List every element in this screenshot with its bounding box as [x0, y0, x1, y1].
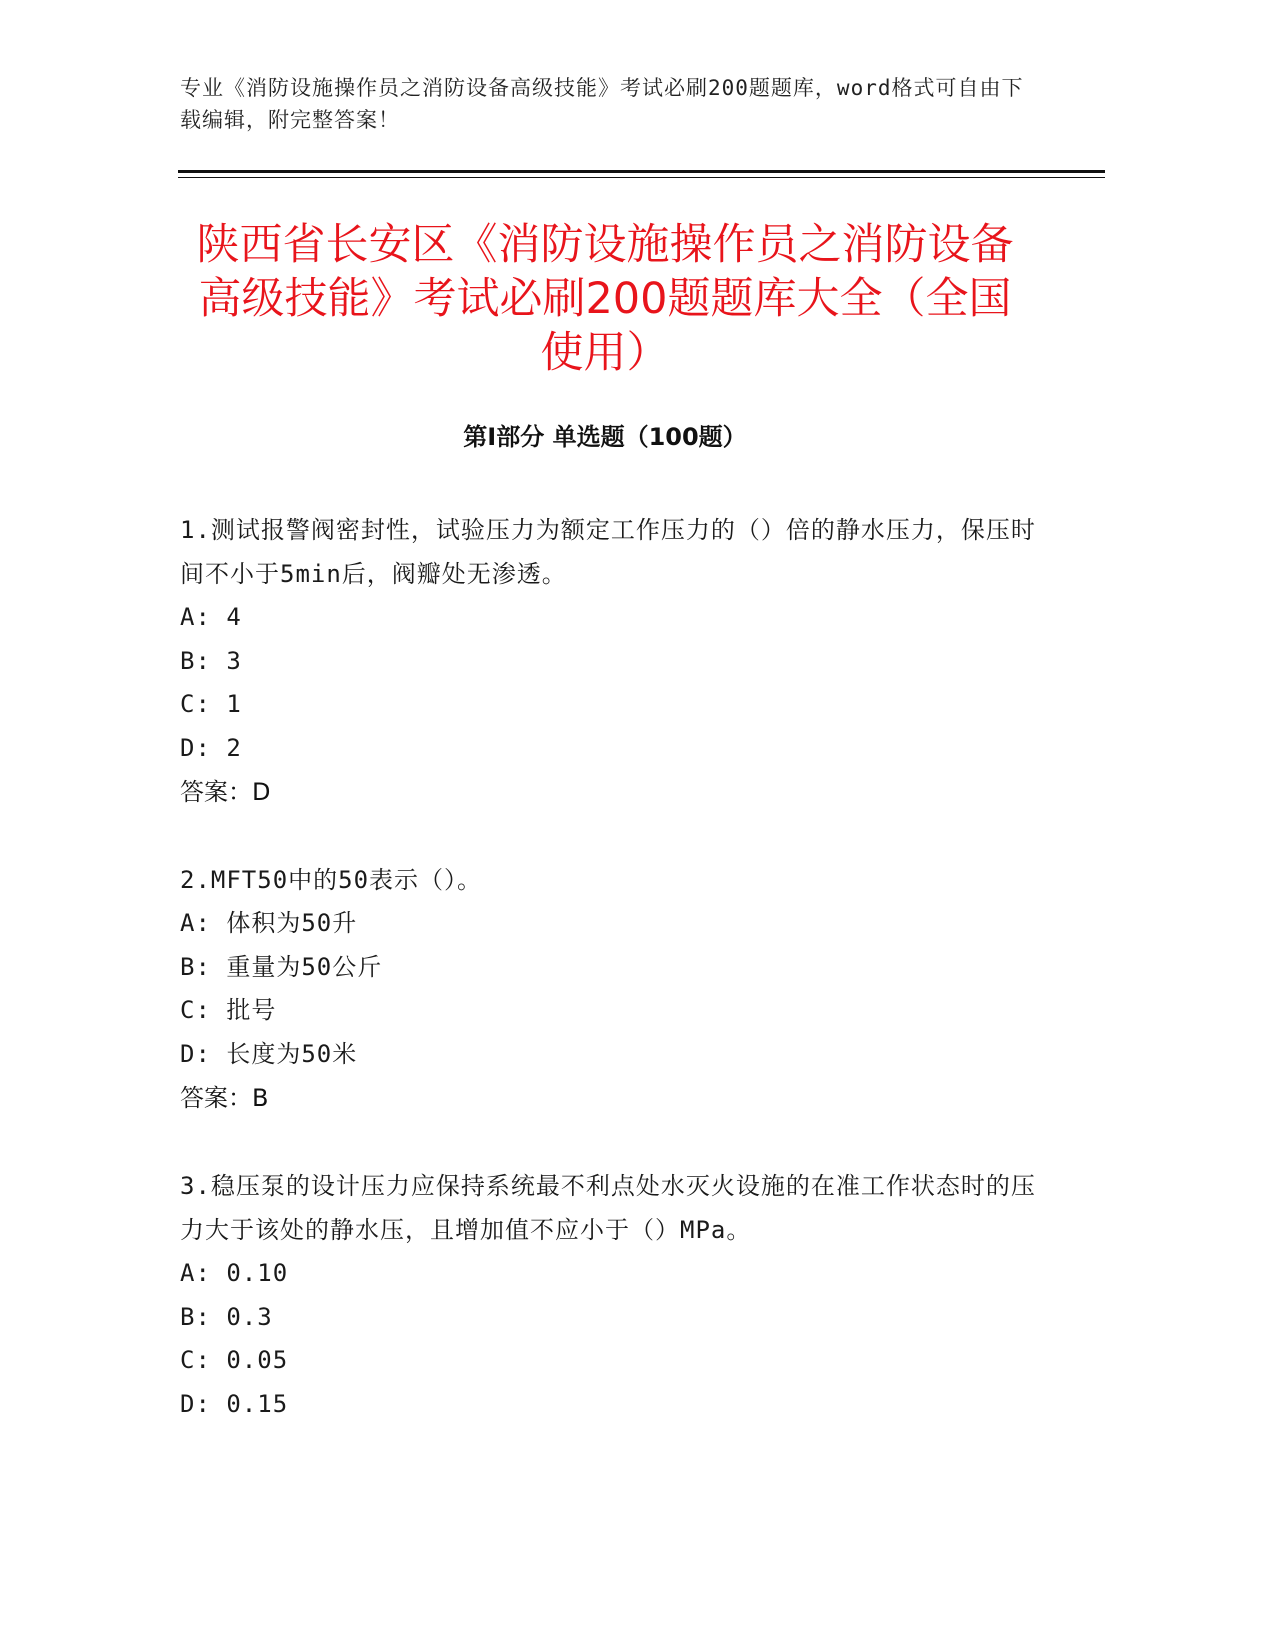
option-text: 批号 [226, 996, 277, 1024]
option-c [180, 1339, 1040, 1383]
question-2 [180, 858, 1040, 1120]
option-c [180, 683, 1040, 727]
option-letter: C: [180, 996, 211, 1024]
option-letter: B: [180, 646, 211, 675]
option-letter: B: [180, 952, 211, 981]
option-letter: C: [180, 690, 211, 718]
option-text: 长度为50米 [226, 1039, 358, 1068]
answer: 答案：D [180, 778, 271, 806]
option-letter: A: [180, 1259, 211, 1287]
option-text: 1 [226, 690, 242, 718]
option-c [180, 989, 1040, 1033]
question-stem: 1.测试报警阀密封性，试验压力为额定工作压力的（）倍的静水压力，保压时间不小于5min后，阀瓣处无渗透。 [180, 516, 1036, 588]
answer: 答案：B [180, 1084, 269, 1112]
option-a [180, 1252, 1040, 1296]
option-letter: A: [180, 909, 211, 937]
question-list [180, 508, 1040, 1470]
option-text: 0.05 [226, 1346, 289, 1374]
option-d [180, 1383, 1040, 1427]
document-title: 陕西省长安区《消防设施操作员之消防设备高级技能》考试必刷200题题库大全（全国使用） [196, 220, 1014, 378]
section-title: 第I部分 单选题（100题） [463, 423, 747, 451]
question-1 [180, 508, 1040, 814]
option-a [180, 596, 1040, 640]
option-text: 3 [226, 646, 242, 675]
option-b [180, 1296, 1040, 1340]
option-a [180, 902, 1040, 946]
option-text: 2 [226, 733, 242, 762]
option-text: 重量为50公斤 [226, 952, 383, 981]
option-text: 4 [226, 603, 242, 631]
option-text: 0.3 [226, 1302, 273, 1331]
question-stem: 3.稳压泵的设计压力应保持系统最不利点处水灭火设施的在准工作状态时的压力大于该处的静水压，且增加值不应小于（）MPa。 [180, 1172, 1036, 1244]
header-rule-thin [178, 177, 1105, 178]
option-b [180, 946, 1040, 990]
header-note: 专业《消防设施操作员之消防设备高级技能》考试必刷200题题库，word格式可自由下载编辑，附完整答案！ [180, 76, 1024, 132]
header-rule-thick [178, 170, 1105, 173]
option-d [180, 727, 1040, 771]
option-b [180, 640, 1040, 684]
option-letter: C: [180, 1346, 211, 1374]
question-stem: 2.MFT50中的50表示（）。 [180, 866, 483, 894]
option-text: 体积为50升 [226, 909, 358, 937]
option-text: 0.15 [226, 1389, 289, 1418]
option-d [180, 1033, 1040, 1077]
option-letter: D: [180, 1039, 211, 1068]
option-letter: A: [180, 603, 211, 631]
option-letter: D: [180, 1389, 211, 1418]
option-letter: D: [180, 733, 211, 762]
option-letter: B: [180, 1302, 211, 1331]
question-3 [180, 1164, 1040, 1426]
option-text: 0.10 [226, 1259, 289, 1287]
